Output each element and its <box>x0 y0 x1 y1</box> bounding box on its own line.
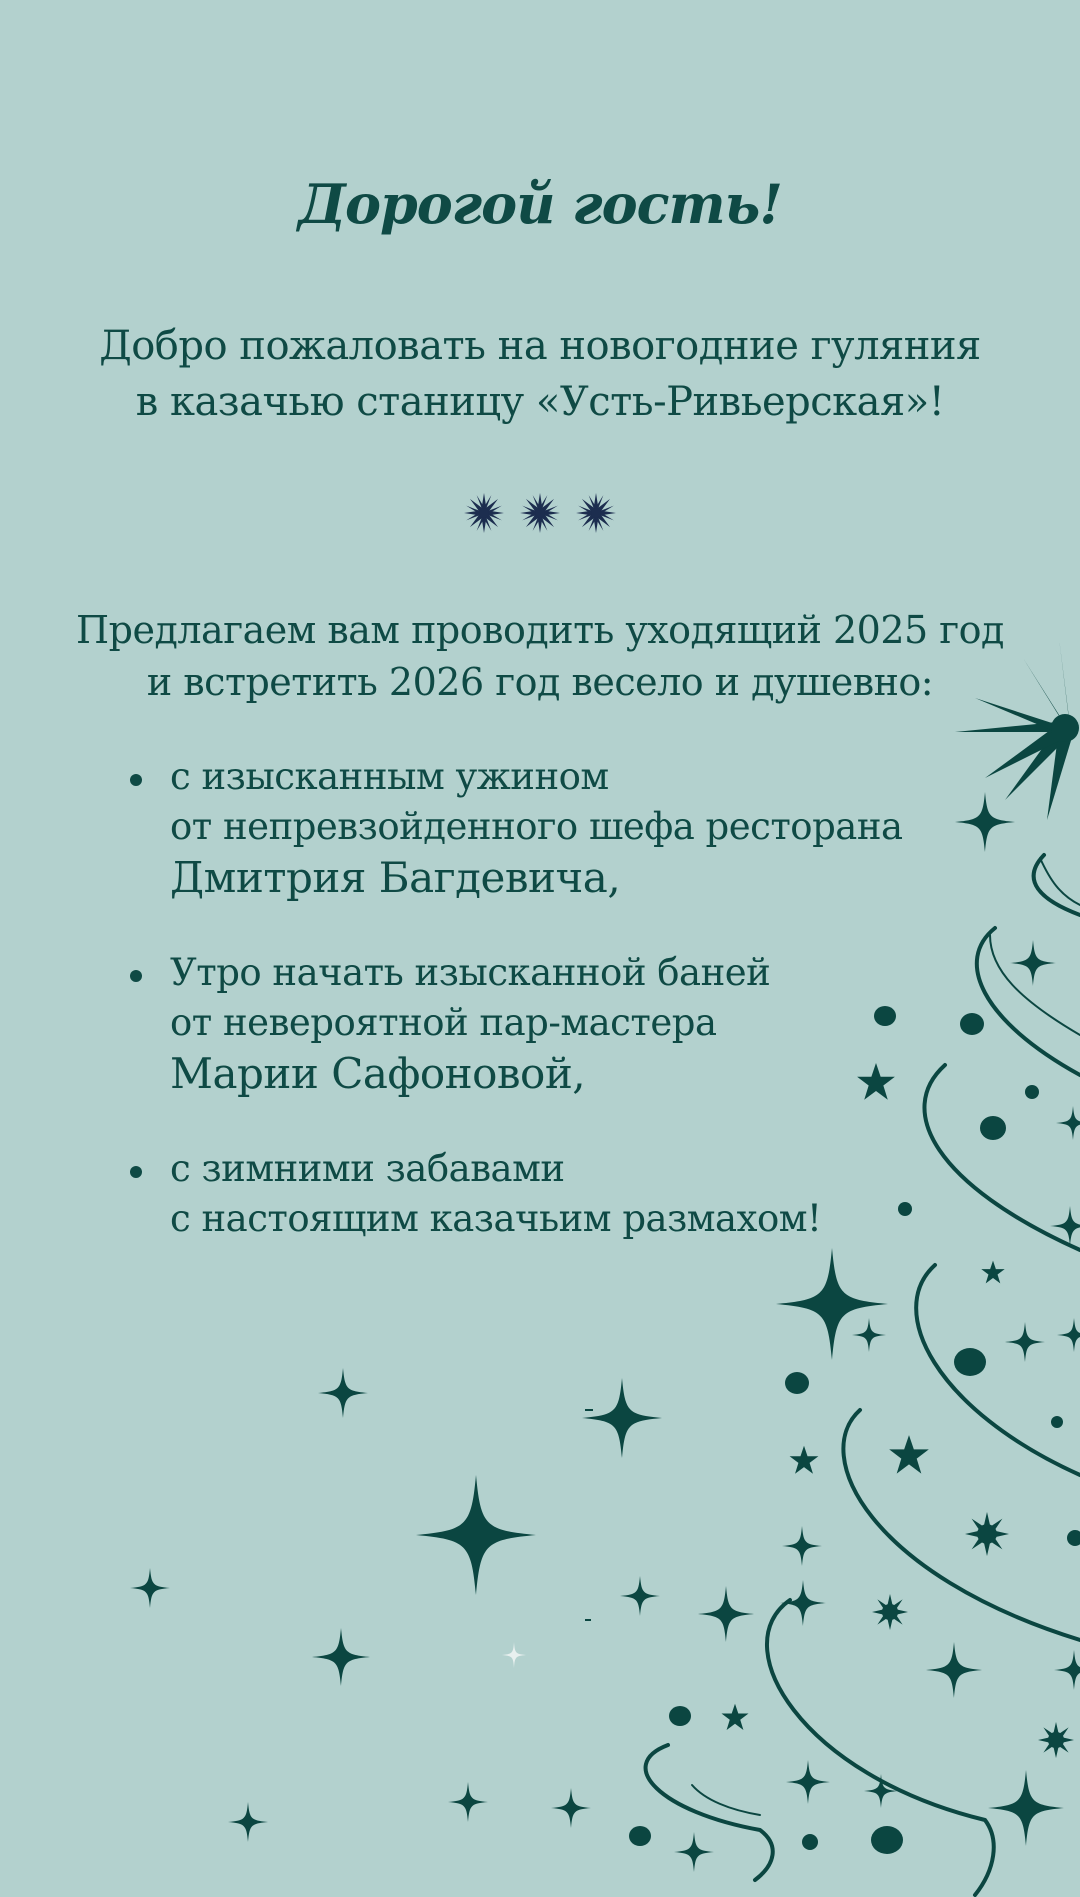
bullet-dot <box>130 774 142 786</box>
bullet-dot <box>130 970 142 982</box>
offers-list <box>126 752 926 1288</box>
welcome-line-2: в казачью станицу «Усть-Ривьерская»! <box>135 379 945 425</box>
separator <box>0 492 1080 534</box>
welcome-text <box>0 318 1080 430</box>
offer-line-2: от невероятной пар-мастера <box>170 1001 717 1044</box>
intro-line-1: Предлагаем вам проводить уходящий 2025 год <box>76 608 1004 652</box>
intro-text <box>0 604 1080 708</box>
offer-banya <box>126 948 926 1100</box>
offer-line-1: с зимними забавами <box>170 1147 565 1190</box>
welcome-line-1: Добро пожаловать на новогодние гуляния <box>99 323 981 369</box>
offer-line-1: Утро начать изысканной баней <box>170 951 771 994</box>
offer-master-name: Марии Сафоновой, <box>170 1049 586 1098</box>
offer-line-2: с настоящим казачьим размахом! <box>170 1197 822 1240</box>
bullet-dot <box>130 1166 142 1178</box>
offer-line-1: с изысканным ужином <box>170 755 609 798</box>
starburst-icon <box>575 492 617 534</box>
starburst-icon <box>463 492 505 534</box>
starburst-icon <box>519 492 561 534</box>
offer-dinner <box>126 752 926 904</box>
offer-chef-name: Дмитрия Багдевича, <box>170 853 621 902</box>
offer-winter-fun <box>126 1144 926 1244</box>
intro-line-2: и встретить 2026 год весело и душевно: <box>146 660 934 704</box>
greeting-title: Дорогой гость! <box>298 172 782 236</box>
offer-line-2: от непревзойденного шефа ресторана <box>170 805 903 848</box>
